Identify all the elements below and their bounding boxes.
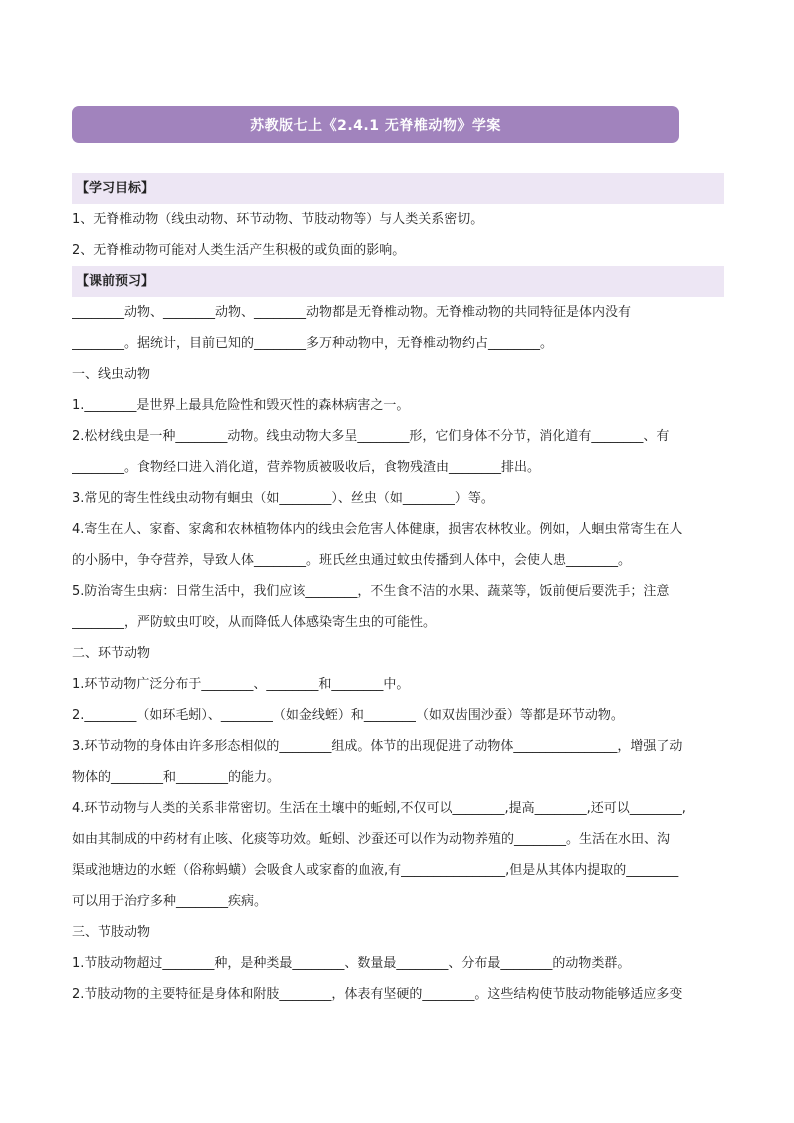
worksheet-content — [72, 173, 724, 1010]
preview-line: ________。据统计，目前已知的________多万种动物中，无脊椎动物约占________。 — [72, 336, 554, 351]
preview-line: ________动物、________动物、________动物都是无脊椎动物。无脊椎动物的共同特征是体内没有 — [72, 305, 632, 320]
preview-line: 1.________是世界上最具危险性和毁灭性的森林病害之一。 — [72, 398, 410, 413]
preview-line: 如由其制成的中药材有止咳、化痰等功效。蚯蚓、沙蚕还可以作为动物养殖的________。生活在水田、沟 — [72, 832, 671, 847]
objective-line: 2、无脊椎动物可能对人类生活产生积极的或负面的影响。 — [72, 243, 406, 258]
preview-line: ________，严防蚊虫叮咬，从而降低人体感染寄生虫的可能性。 — [72, 615, 437, 630]
objective-line: 1、无脊椎动物（线虫动物、环节动物、节肢动物等）与人类关系密切。 — [72, 212, 484, 227]
preview-line: 4.环节动物与人类的关系非常密切。生活在土壤中的蚯蚓,不仅可以________,提高________,还可以________, — [72, 801, 686, 816]
subsection-heading-arthropods: 三、节肢动物 — [72, 925, 151, 940]
preview-line: 1.节肢动物超过________种，是种类最________、数量最________、分布最________的动物类群。 — [72, 956, 631, 971]
preview-line: 5.防治寄生虫病：日常生活中，我们应该________，不生食不洁的水果、蔬菜等，饭前便后要洗手；注意 — [72, 584, 670, 599]
subsection-heading-nematodes: 一、线虫动物 — [72, 367, 151, 382]
document-title: 苏教版七上《2.4.1 无脊椎动物》学案 — [250, 117, 501, 134]
preview-line: 3.常见的寄生性线虫动物有蛔虫（如________）、丝虫（如________）等。 — [72, 491, 494, 506]
preview-line: ________。食物经口进入消化道，营养物质被吸收后，食物残渣由________排出。 — [72, 460, 541, 475]
preview-line: 物体的________和________的能力。 — [72, 770, 281, 785]
preview-line: 可以用于治疗多种________疾病。 — [72, 894, 268, 909]
section-heading-objectives: 【学习目标】 — [72, 173, 724, 204]
preview-line: 的小肠中，争夺营养，导致人体________。班氏丝虫通过蚊虫传播到人体中，会使人患________。 — [72, 553, 632, 568]
preview-line: 1.环节动物广泛分布于________、________和________中。 — [72, 677, 410, 692]
preview-line: 4.寄生在人、家畜、家禽和农林植物体内的线虫会危害人体健康，损害农林牧业。例如，人蛔虫常寄生在人 — [72, 522, 683, 537]
document-title-banner — [72, 106, 679, 143]
preview-line: 2.松材线虫是一种________动物。线虫动物大多呈________形，它们身体不分节，消化道有________、有 — [72, 429, 670, 444]
preview-line: 2.节肢动物的主要特征是身体和附肢________，体表有坚硬的________。这些结构使节肢动物能够适应多变 — [72, 987, 683, 1002]
subsection-heading-annelids: 二、环节动物 — [72, 646, 151, 661]
section-heading-preview: 【课前预习】 — [72, 266, 724, 297]
preview-line: 2.________（如环毛蚓）、________（如金线蛭）和________（如双齿围沙蚕）等都是环节动物。 — [72, 708, 624, 723]
preview-line: 3.环节动物的身体由许多形态相似的________组成。体节的出现促进了动物体________________，增强了动 — [72, 739, 683, 754]
preview-line: 渠或池塘边的水蛭（俗称蚂蟥）会吸食人或家畜的血液,有________________,但是从其体内提取的________ — [72, 863, 679, 878]
